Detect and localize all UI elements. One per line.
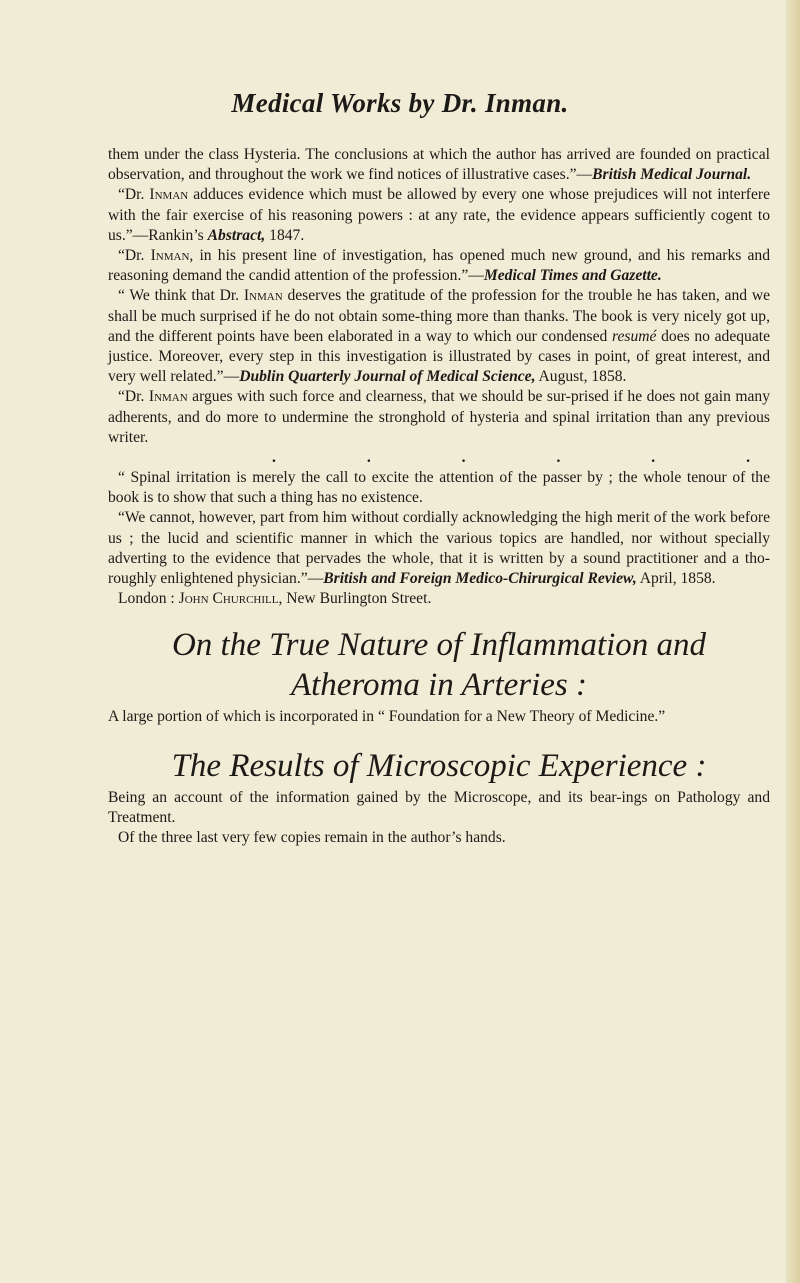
quote-open: “Dr. [118,186,150,204]
review-paragraph-7 [108,508,770,589]
publisher-address: , New Burlington Street. [278,590,432,608]
review-source: Medical Times and Gazette. [483,267,662,285]
ellipsis-row [108,448,770,468]
ellipsis-dot: . [746,449,750,467]
section-description: A large portion of which is incorporated in “ Foundation for a New Theory of Medicine.” [108,708,666,726]
resume-word: resumé [611,327,657,345]
publisher-name: John Churchill [178,590,279,608]
review-text: argues with such force and clearness, that we should be sur-prised if he does not gain many adherents, and do more to undermine the stronghold of hysteria and spinal irritation than any previous writer. [108,388,770,446]
page-edge [786,0,800,1283]
author-name: Inman [243,287,283,305]
publisher-city: London : [118,590,179,608]
review-paragraph-5 [108,387,770,448]
availability-note: Of the three last very few copies remain in the author’s hands. [118,829,506,847]
quote-open: “ We think that Dr. [118,287,244,305]
review-source: British and Foreign Medico-Chirurgical Review, [323,570,637,588]
ellipsis-dot: . [461,449,466,467]
section-title-microscopic: The Results of Microscopic Experience : [171,747,707,784]
review-source: British Medical Journal. [592,166,752,184]
review-text: , in his present line of investigation, has opened much new ground, and his remarks and reasoning demand the candid attention of the profession.”— [108,247,771,285]
ellipsis-dot: . [366,449,371,467]
review-text: adduces evidence which must be allowed by every one whose prejudices will not interfere with the fair exercise of his reasoning powers : at any rate, the evidence appears sufficiently cogent to us.”—Rankin’s [108,186,770,244]
author-name: Inman [150,247,190,265]
review-year: 1847. [265,226,305,244]
review-text: does no adequate justice. Moreover, every step in this investigation is illustrated by cases in point, of great interest, and very well related.”— [108,327,771,386]
ellipsis-dot: . [272,449,276,467]
review-date: April, 1858. [636,570,716,588]
review-text: deserves the gratitude of the profession for the trouble he has taken, and we shall be much surprised if he do not obtain some-thing more than thanks. The book is very nicely got up, and the different points have been elaborated in a way to which our condensed [108,287,771,345]
review-paragraph-2 [108,185,770,246]
section-title-line: On the True Nature of Inflammation and [171,627,707,664]
review-text: “We cannot, however, part from him without cordially acknowledging the high merit of the work before us ; the lucid and scientific manner in which the various topics are handled, nor without specially adverting to the evidence that pervades the whole, that it is written by a sound practitioner and a tho-roughly enlightened physician.”— [108,509,770,588]
review-paragraph-6: “ Spinal irritation is merely the call to excite the attention of the passer by ; the whole tenour of the book is to show that such a thing has no existence. [108,469,770,507]
author-name: Inman [148,388,188,406]
review-paragraph-4 [108,286,770,387]
quote-open: “Dr. [118,388,149,406]
author-name: Inman [149,186,189,204]
ellipsis-dot: . [651,449,656,467]
section-title-inflammation [108,625,770,705]
ellipsis-dot: . [556,449,561,467]
section-title-line: Atheroma in Arteries : [290,667,588,704]
running-head: Medical Works by Dr. Inman. [231,88,569,118]
review-paragraph-1 [108,145,770,185]
publisher-line [108,589,770,609]
review-source: Dublin Quarterly Journal of Medical Science, [239,368,536,386]
page-body [108,145,770,848]
review-paragraph-3 [108,246,770,286]
quote-open: “Dr. [118,247,151,265]
review-date: August, 1858. [535,368,627,386]
review-source: Abstract, [207,226,266,244]
review-text: them under the class Hysteria. The conclusions at which the author has arrived are founded on practical observation, and throughout the work we find notices of illustrative cases.”— [108,146,770,184]
section-description: Being an account of the information gained by the Microscope, and its bear-ings on Pathology and Treatment. [108,788,770,826]
